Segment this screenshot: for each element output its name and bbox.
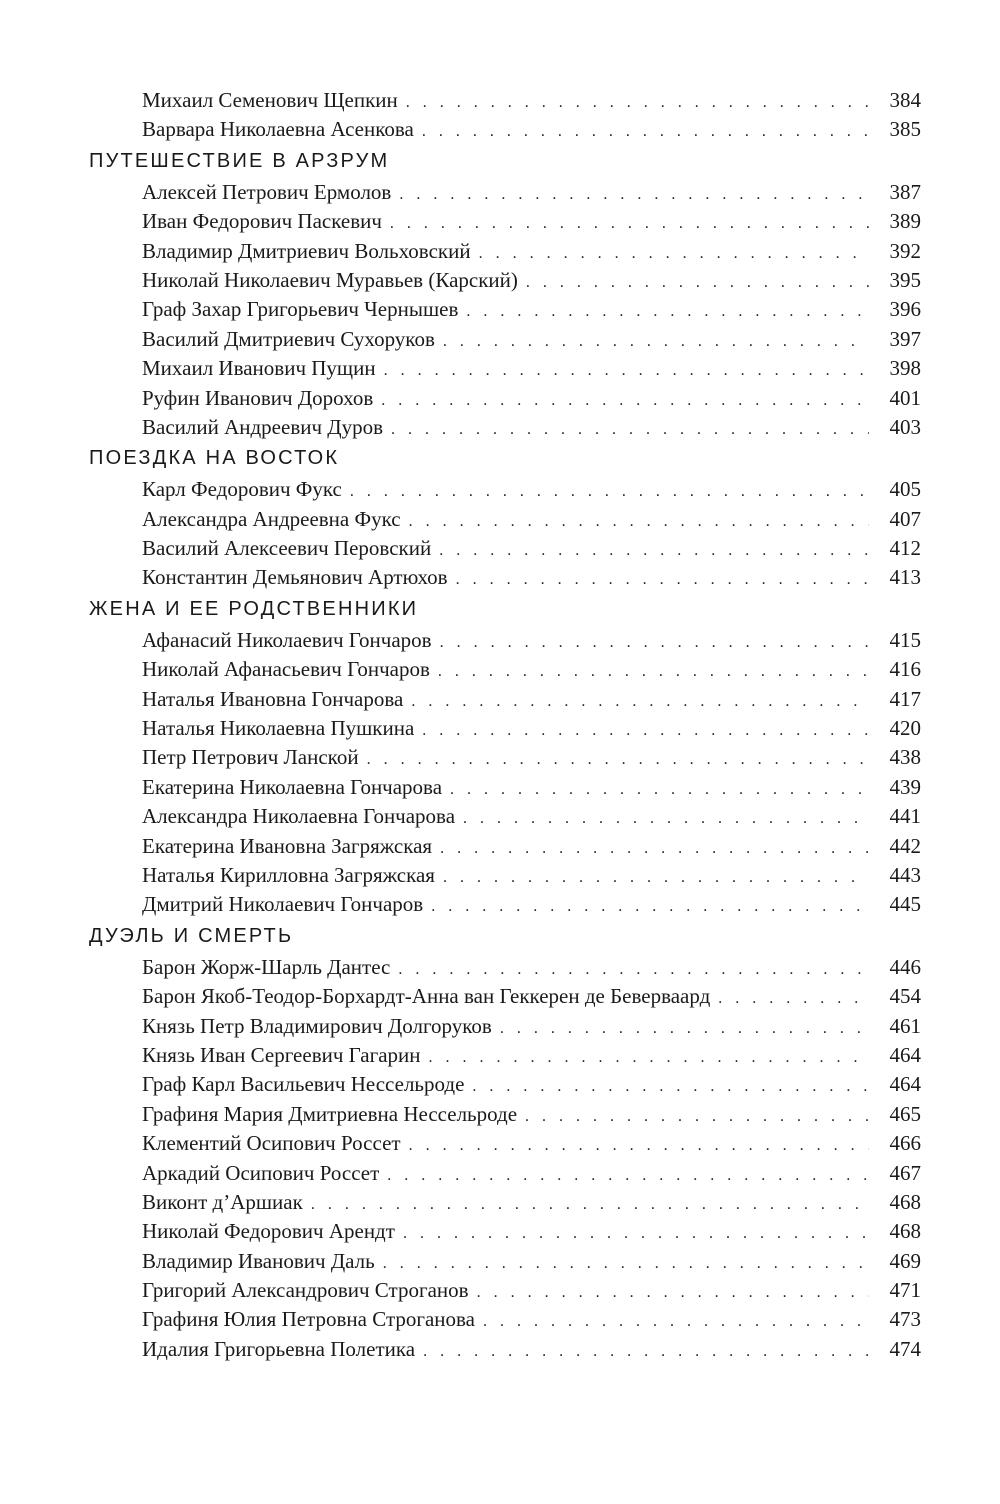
toc-entry[interactable]	[89, 266, 921, 295]
page-number: 398	[889, 356, 921, 381]
entry-name: Барон Якоб-Теодор-Борхардт-Анна ван Геккерен де Беверваард	[142, 984, 711, 1009]
dot-leader	[443, 863, 869, 892]
entry-name: Наталья Кирилловна Загряжская	[142, 862, 435, 887]
dot-leader	[440, 628, 869, 657]
page-number: 443	[889, 862, 921, 887]
toc-entry[interactable]	[89, 115, 921, 144]
toc-entry[interactable]	[89, 890, 921, 919]
entry-name: Владимир Дмитриевич Вольховский	[142, 238, 471, 263]
toc-section	[89, 86, 921, 145]
toc-entry[interactable]	[89, 953, 921, 982]
dot-leader	[350, 477, 869, 506]
dot-leader	[367, 745, 869, 774]
dot-leader	[384, 356, 869, 385]
toc-entry[interactable]	[89, 1100, 921, 1129]
toc-entry[interactable]	[89, 714, 921, 743]
dot-leader	[477, 1278, 869, 1307]
entry-name: Николай Афанасьевич Гончаров	[142, 657, 430, 682]
page-number: 392	[889, 238, 921, 263]
page-number: 401	[889, 385, 921, 410]
dot-leader	[479, 239, 869, 268]
dot-leader	[472, 1072, 869, 1101]
section-title: ЖЕНА И ЕЕ РОДСТВЕННИКИ	[89, 597, 419, 620]
entry-name: Варвара Николаевна Асенкова	[142, 117, 414, 142]
dot-leader	[439, 536, 869, 565]
toc-entry[interactable]	[89, 325, 921, 354]
entry-name: Михаил Семенович Щепкин	[142, 88, 398, 112]
dot-leader	[429, 1043, 869, 1072]
page-number: 467	[889, 1160, 921, 1185]
toc-entry[interactable]	[89, 982, 921, 1011]
dot-leader	[381, 386, 869, 415]
page-number: 468	[889, 1219, 921, 1244]
entry-name: Наталья Ивановна Гончарова	[142, 686, 404, 711]
entry-name: Идалия Григорьевна Полетика	[142, 1336, 416, 1361]
dot-leader	[440, 834, 869, 863]
page-number: 454	[889, 984, 921, 1009]
toc-entry[interactable]	[89, 563, 921, 592]
entry-name: Григорий Александрович Строганов	[142, 1278, 469, 1303]
toc-entry[interactable]	[89, 832, 921, 861]
toc-entry[interactable]	[89, 237, 921, 266]
dot-leader	[406, 88, 869, 117]
toc-entry[interactable]	[89, 207, 921, 236]
table-of-contents	[89, 86, 921, 1364]
dot-leader	[387, 1161, 869, 1190]
toc-section	[89, 442, 921, 593]
dot-leader	[398, 955, 869, 984]
dot-leader	[456, 565, 869, 594]
dot-leader	[409, 507, 869, 536]
page-number: 420	[889, 716, 921, 741]
entry-name: Руфин Иванович Дорохов	[142, 385, 374, 410]
page-number: 473	[889, 1307, 921, 1332]
toc-section	[89, 920, 921, 1364]
entry-name: Александра Николаевна Гончарова	[142, 804, 456, 829]
page-number: 474	[889, 1336, 921, 1361]
entry-name: Василий Алексеевич Перовский	[142, 536, 432, 561]
entry-name: Графиня Юлия Петровна Строганова	[142, 1307, 476, 1332]
dot-leader	[450, 775, 869, 804]
toc-entry[interactable]	[89, 861, 921, 890]
page-number: 445	[889, 892, 921, 917]
dot-leader	[383, 1249, 869, 1278]
dot-leader	[718, 984, 869, 1013]
dot-leader	[423, 1337, 869, 1366]
dot-leader	[411, 687, 869, 716]
page-number: 387	[889, 179, 921, 204]
page-number: 441	[889, 804, 921, 829]
page-number: 405	[889, 477, 921, 502]
dot-leader	[391, 415, 869, 444]
page-number: 396	[889, 297, 921, 322]
entry-name: Виконт д’Аршиак	[142, 1189, 303, 1214]
toc-entry[interactable]	[89, 773, 921, 802]
entry-name: Василий Дмитриевич Сухоруков	[142, 326, 435, 351]
dot-leader	[422, 716, 869, 745]
entry-name: Наталья Николаевна Пушкина	[142, 716, 415, 741]
entry-name: Дмитрий Николаевич Гончаров	[142, 892, 424, 917]
page-number: 407	[889, 506, 921, 531]
dot-leader	[431, 892, 869, 921]
toc-section	[89, 145, 921, 443]
page-number: 385	[889, 117, 921, 142]
page-number: 439	[889, 774, 921, 799]
toc-entry[interactable]	[89, 1159, 921, 1188]
toc-entry[interactable]	[89, 743, 921, 772]
entry-name: Граф Карл Васильевич Нессельроде	[142, 1072, 465, 1097]
page-number: 471	[889, 1278, 921, 1303]
toc-entry[interactable]	[89, 802, 921, 831]
dot-leader	[399, 180, 869, 209]
entry-name: Карл Федорович Фукс	[142, 477, 342, 502]
entry-name: Барон Жорж-Шарль Дантес	[142, 954, 391, 979]
toc-entry[interactable]	[89, 1188, 921, 1217]
dot-leader	[466, 297, 869, 326]
entry-name: Константин Демьянович Артюхов	[142, 565, 448, 590]
toc-entry[interactable]	[89, 295, 921, 324]
page-number: 469	[889, 1248, 921, 1273]
entry-name: Василий Андреевич Дуров	[142, 414, 384, 439]
page-number: 395	[889, 267, 921, 292]
dot-leader	[390, 209, 869, 238]
entry-name: Петр Петрович Ланской	[142, 745, 359, 770]
dot-leader	[311, 1190, 869, 1219]
toc-section	[89, 593, 921, 920]
toc-entry[interactable]	[89, 505, 921, 534]
toc-entry[interactable]	[89, 1070, 921, 1099]
section-title: ДУЭЛЬ И СМЕРТЬ	[89, 924, 294, 947]
page-number: 416	[889, 657, 921, 682]
entry-name: Николай Федорович Арендт	[142, 1219, 395, 1244]
page-number: 413	[889, 565, 921, 590]
page-number: 403	[889, 414, 921, 439]
toc-entry[interactable]	[89, 626, 921, 655]
page-number: 417	[889, 686, 921, 711]
section-title: ПОЕЗДКА НА ВОСТОК	[89, 447, 340, 470]
entry-name: Аркадий Осипович Россет	[142, 1160, 380, 1185]
entry-name: Екатерина Ивановна Загряжская	[142, 833, 433, 858]
toc-entry[interactable]	[89, 685, 921, 714]
dot-leader	[409, 1131, 869, 1160]
page-number: 384	[889, 88, 921, 112]
toc-entry[interactable]	[89, 1335, 921, 1364]
entry-name: Екатерина Николаевна Гончарова	[142, 774, 443, 799]
dot-leader	[403, 1219, 869, 1248]
toc-entry[interactable]	[89, 1041, 921, 1070]
entry-name: Александра Андреевна Фукс	[142, 506, 401, 531]
dot-leader	[463, 804, 869, 833]
dot-leader	[422, 117, 869, 146]
dot-leader	[438, 657, 869, 686]
page-number: 446	[889, 954, 921, 979]
dot-leader	[526, 268, 869, 297]
toc-entry[interactable]	[89, 1247, 921, 1276]
toc-entry[interactable]	[89, 413, 921, 442]
toc-entry[interactable]	[89, 86, 921, 115]
entry-name: Князь Петр Владимирович Долгоруков	[142, 1013, 492, 1038]
page-number: 397	[889, 326, 921, 351]
toc-entry[interactable]	[89, 475, 921, 504]
entry-name: Афанасий Николаевич Гончаров	[142, 627, 432, 652]
page-number: 466	[889, 1131, 921, 1156]
entry-name: Графиня Мария Дмитриевна Нессельроде	[142, 1101, 518, 1126]
dot-leader	[525, 1102, 869, 1131]
entry-name: Князь Иван Сергеевич Гагарин	[142, 1042, 421, 1067]
toc-entry[interactable]	[89, 1276, 921, 1305]
entry-name: Алексей Петрович Ермолов	[142, 179, 392, 204]
page-number: 442	[889, 833, 921, 858]
entry-name: Иван Федорович Паскевич	[142, 209, 382, 234]
page-number: 412	[889, 536, 921, 561]
toc-entry[interactable]	[89, 178, 921, 207]
toc-entry[interactable]	[89, 354, 921, 383]
page-number: 464	[889, 1072, 921, 1097]
section-title: ПУТЕШЕСТВИЕ В АРЗРУМ	[89, 149, 390, 172]
toc-entry[interactable]	[89, 1012, 921, 1041]
page-number: 465	[889, 1101, 921, 1126]
page-number: 438	[889, 745, 921, 770]
entry-name: Михаил Иванович Пущин	[142, 356, 376, 381]
page-number: 415	[889, 627, 921, 652]
toc-entry[interactable]	[89, 1305, 921, 1334]
page-number: 468	[889, 1189, 921, 1214]
toc-entry[interactable]	[89, 1129, 921, 1158]
toc-entry[interactable]	[89, 384, 921, 413]
page-number: 464	[889, 1042, 921, 1067]
toc-entry[interactable]	[89, 1217, 921, 1246]
entry-name: Николай Николаевич Муравьев (Карский)	[142, 267, 518, 292]
page-number: 461	[889, 1013, 921, 1038]
entry-name: Клементий Осипович Россет	[142, 1131, 401, 1156]
page-number: 389	[889, 209, 921, 234]
dot-leader	[483, 1307, 869, 1336]
toc-entry[interactable]	[89, 655, 921, 684]
dot-leader	[443, 327, 869, 356]
dot-leader	[500, 1014, 869, 1043]
entry-name: Владимир Иванович Даль	[142, 1248, 375, 1273]
toc-entry[interactable]	[89, 534, 921, 563]
entry-name: Граф Захар Григорьевич Чернышев	[142, 297, 459, 322]
